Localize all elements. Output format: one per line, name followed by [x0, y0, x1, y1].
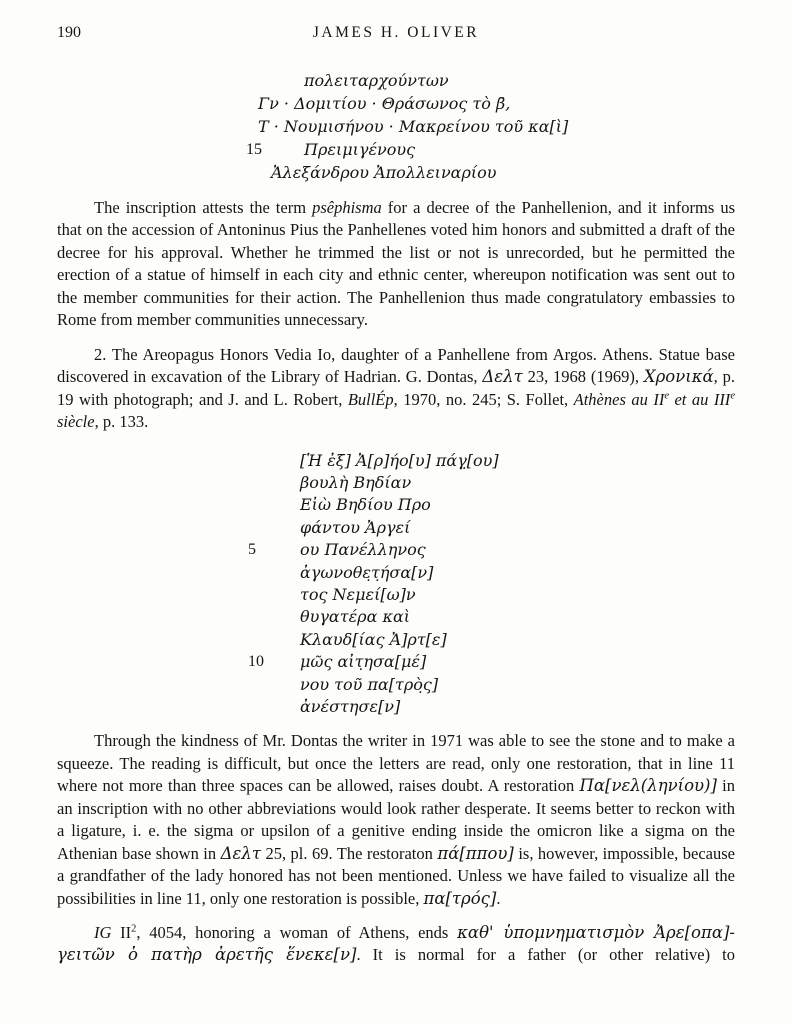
text-segment: e [730, 390, 735, 402]
inscription-line [300, 629, 735, 651]
inscription-line [258, 162, 735, 185]
running-head: JAMES H. OLIVER [312, 24, 480, 41]
inscription-line [300, 494, 735, 516]
text-segment: e [664, 390, 669, 402]
text-segment: siècle [57, 412, 95, 432]
greek-text: καθ' ὑπομνηματισμὸν Ἀρε[οπα]-γειτῶν ὁ πατὴρ ἀρετῆς ἕνεκε[ν] [57, 923, 735, 965]
greek-text: ου Πανέλληνος [300, 540, 426, 560]
paragraph-dontas-squeeze [57, 730, 735, 910]
greek-text: θυγατέρα καὶ [300, 607, 411, 627]
text-segment: BullÉp [347, 389, 394, 409]
text-segment: II [111, 923, 132, 943]
greek-text: Γν · Δομιτίου · Θράσωνος τὸ β̄, [258, 94, 511, 113]
greek-text: Εἰὼ Βηδίου Προ [300, 495, 431, 515]
inscription-line [248, 539, 735, 561]
text-segment: in an inscription with no other abbreviations would look rather desperate. It seems better to reckon with a ligature, i. e. the sigma or upsilon of a genitive ending inside the omicron like a sigma on the Athenian base shown in [57, 776, 736, 863]
text-segment: is, however, impossible, because a grandfather of the lady honored has not been mentioned. Unless we have failed to visualize all the possibilities in line 11, only one restoration is possible, [57, 843, 735, 908]
inscription-line [300, 562, 735, 584]
greek-text: Κλαυδ[ίας Ἀ]ρτ[ε] [300, 629, 447, 649]
text-segment: Through the kindness of Mr. Dontas the writer in 1971 was able to see the stone and to make a squeeze. The reading is difficult, but once the letters are read, only one restoration, that in line 11 where not more than three spaces can be allowed, raises doubt. A restoration [57, 731, 735, 796]
inscription-line [258, 93, 735, 116]
inscription-block-2 [248, 450, 735, 719]
paragraph-areopagus-heading [57, 344, 735, 434]
text-segment: 25, pl. 69. The restoraton [260, 843, 438, 863]
inscription-line [300, 606, 735, 628]
greek-text: πολειταρχούντων [304, 71, 449, 90]
greek-text: Δελτ [482, 367, 523, 387]
inscription-line-number: 15 [246, 141, 262, 158]
inscription-line [300, 450, 735, 472]
inscription-line [258, 70, 735, 93]
text-segment: , p. 19 with photograph; and J. and L. Robert, [57, 367, 736, 409]
text-segment: for a decree of the Panhellenion, and it informs us that on the accession of Antoninus Pius the Panhellenes voted him honors and submitted a draft of the decree for his approval. Whether he trimmed the list or not is unrecorded, but he permitted the erection of a statue of himself in each city and ethnic center, whereupon notification was sent out to the member communities for their action. The Panhellenion thus made congratulatory embassies to Rome from member communities unnecessary. [57, 198, 735, 330]
text-segment: psêphisma [312, 198, 382, 217]
text-segment: , p. 133. [94, 412, 149, 432]
greek-text: ἀνέστησε[ν] [300, 697, 401, 716]
greek-text: μῶς αἰτ̣ησα[μέ] [300, 652, 427, 672]
greek-text: Ἀλεξάνδρου Ἀπολλειναρίου [271, 163, 497, 182]
greek-text: πά[ππου] [437, 843, 514, 863]
inscription-line [300, 674, 735, 696]
text-segment: IG [94, 923, 112, 943]
text-segment: et au III [668, 389, 731, 409]
greek-text: φάντου Ἀργεί [300, 517, 411, 537]
inscription-line [300, 472, 735, 494]
paragraph-panhellenion [57, 197, 735, 332]
inscription-line [300, 696, 735, 718]
greek-text: πα[τρός] [423, 888, 497, 908]
text-segment: 2. The Areopagus Honors Vedia Io, daughter of a Panhellene from Argos. Athens. Statue base discovered in excavation of the Library of Hadrian. G. Dontas, [57, 344, 735, 387]
text-segment: 2 [131, 923, 137, 935]
text-segment: . [496, 888, 501, 908]
text-segment: Athènes au II [573, 389, 665, 409]
inscription-line [300, 584, 735, 606]
inscription-line [246, 139, 735, 162]
paragraph-ig-4054 [57, 922, 735, 967]
text-segment: , 1970, no. 245; S. Follet, [393, 389, 574, 409]
greek-text: ἀγωνοθε̣τ̣ήσα[ν] [300, 562, 434, 582]
greek-text: Πρειμιγένους [304, 140, 416, 159]
text-segment: 23, 1968 (1969), [522, 367, 644, 387]
inscription-line [300, 517, 735, 539]
greek-text: νου τοῦ πα[τρὸ̣ς] [300, 674, 439, 694]
text-segment: , 4054, honoring a woman of Athens, ends [136, 923, 458, 943]
greek-text: Τ · Νουμισήνου · Μακρείνου τοῦ κα[ὶ] [258, 117, 569, 136]
greek-text: Πα[νελ(ληνίου)] [579, 776, 717, 796]
inscription-block-1 [246, 70, 735, 185]
inscription-line [258, 116, 735, 139]
page-number: 190 [57, 24, 81, 41]
greek-text: τος Νεμεί[ω]ν [300, 584, 416, 604]
greek-text: βουλὴ Βηδίαν [300, 472, 412, 492]
greek-text: Δελτ [220, 843, 261, 863]
greek-text: [Ἡ ἐξ] Ἀ[ρ]ή̣ο[υ] πάγ̣[ου] [300, 450, 499, 470]
inscription-line-number: 5 [248, 541, 256, 559]
text-segment: The inscription attests the term [94, 198, 313, 217]
inscription-line [248, 651, 735, 673]
inscription-line-number: 10 [248, 653, 264, 671]
greek-text: Χρονικά [643, 367, 714, 387]
text-segment: . It is normal for a father (or other relative) to [356, 945, 735, 965]
page-header [57, 24, 735, 48]
